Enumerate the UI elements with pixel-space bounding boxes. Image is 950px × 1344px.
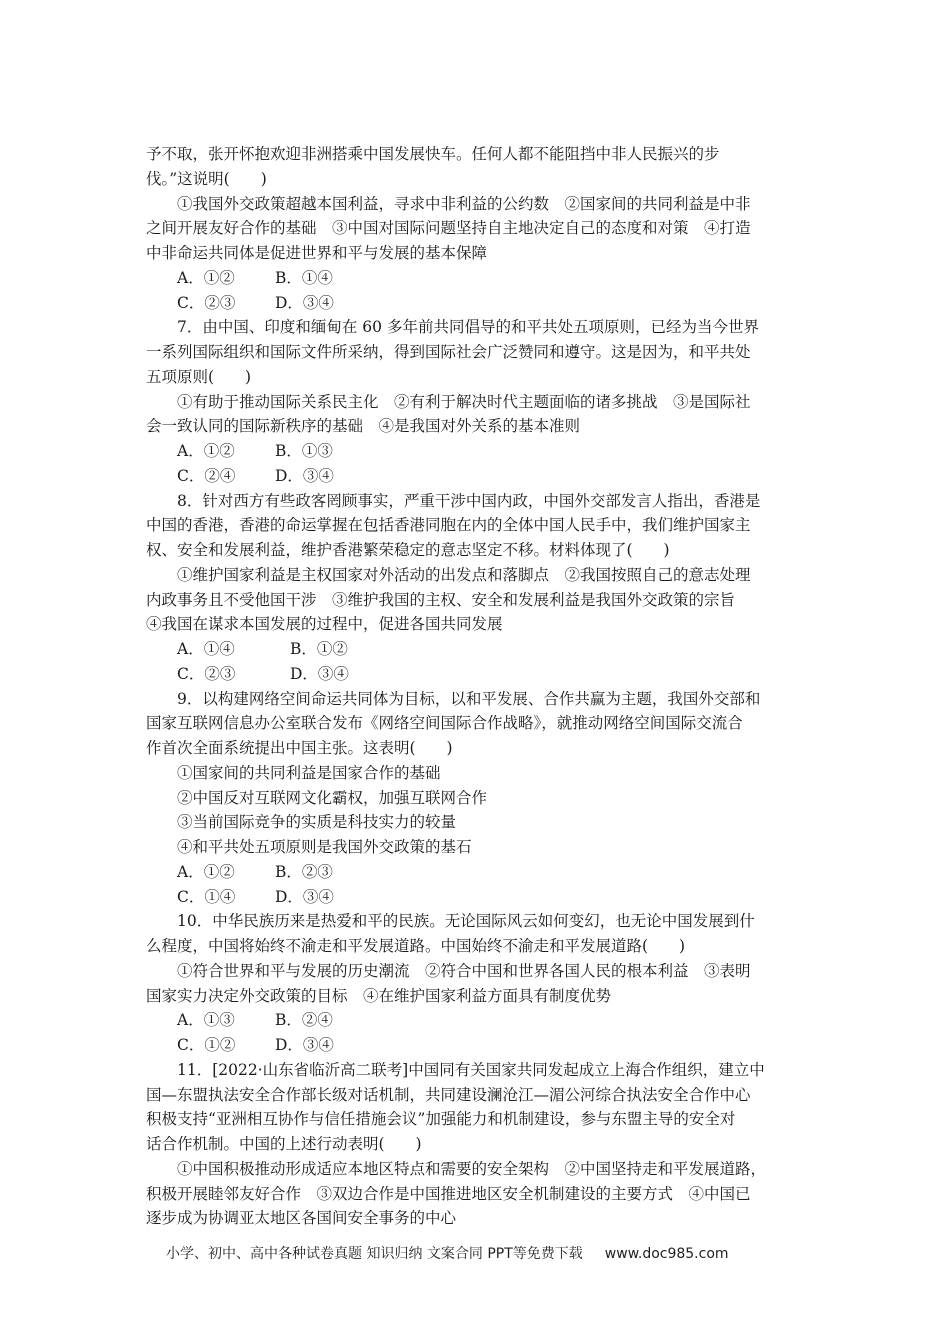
option-a: A．①④ bbox=[177, 640, 235, 658]
option-a: A．①② bbox=[177, 442, 235, 460]
statement-line: ③当前国际竞争的实质是科技实力的较量 bbox=[177, 813, 457, 832]
exam-page bbox=[146, 142, 808, 1231]
statement-line: ②中国反对互联网文化霸权，加强互联网合作 bbox=[177, 788, 488, 807]
statement-line: ①维护国家利益是主权国家对外活动的出发点和落脚点 ②我国按照自己的意志处理 bbox=[177, 565, 751, 584]
stem-line: 国—东盟执法安全合作部长级对话机制，共同建设澜沧江—湄公河综合执法安全合作中心 bbox=[146, 1085, 751, 1104]
option-a: A．①② bbox=[177, 862, 235, 881]
statement-line: ①有助于推动国际关系民主化 ②有利于解决时代主题面临的诸多挑战 ③是国际社 bbox=[177, 392, 751, 411]
stem-line: 么程度，中国将始终不渝走和平发展道路。中国始终不渝走和平发展道路( ) bbox=[146, 937, 686, 955]
option-c: C．①④ bbox=[177, 887, 236, 906]
statement-line: 国家实力决定外交政策的目标 ④在维护国家利益方面具有制度优势 bbox=[146, 986, 612, 1005]
stem-line: 予不取，张开怀抱欢迎非洲搭乘中国发展快车。任何人都不能阻挡中非人民振兴的步 bbox=[146, 145, 720, 163]
option-c: C．②③ bbox=[177, 293, 236, 312]
option-d: D．③④ bbox=[275, 887, 334, 906]
options-row bbox=[146, 885, 808, 910]
option-b: B．②③ bbox=[275, 862, 333, 881]
statement-line: ④我国在谋求本国发展的过程中，促进各国共同发展 bbox=[146, 615, 503, 634]
statement-line: 逐步成为协调亚太地区各国间安全事务的中心 bbox=[146, 1209, 457, 1228]
options-row bbox=[146, 464, 808, 489]
stem-line: 积极支持“亚洲相互协作与信任措施会议”加强能力和机制建设，参与东盟主导的安全对 bbox=[146, 1110, 736, 1129]
footer-text: 小学、初中、高中各种试卷真题 知识归纳 文案合同 PPT等免费下载 bbox=[166, 1246, 583, 1262]
options-row bbox=[146, 266, 808, 291]
option-d: D．③④ bbox=[275, 466, 334, 485]
statement-line: 之间开展友好合作的基础 ③中国对国际问题坚持自主地决定自己的态度和对策 ④打造 bbox=[146, 219, 751, 238]
statement-line: ①中国积极推动形成适应本地区特点和需要的安全架构 ②中国坚持走和平发展道路， bbox=[177, 1159, 767, 1178]
options-row bbox=[146, 439, 808, 464]
option-d: D．③④ bbox=[290, 664, 349, 683]
stem-line: 权、安全和发展利益，维护香港繁荣稳定的意志坚定不移。材料体现了( ) bbox=[146, 541, 670, 559]
question-9-stem: 9．以构建网络空间命运共同体为目标，以和平发展、合作共赢为主题，我国外交部和 bbox=[177, 689, 761, 708]
stem-line: 伐。”这说明( ) bbox=[146, 169, 267, 188]
options-row bbox=[146, 637, 808, 662]
stem-line: 五项原则( ) bbox=[146, 367, 252, 386]
stem-line: 话合作机制。中国的上述行动表明( ) bbox=[146, 1135, 422, 1153]
option-d: D．③④ bbox=[275, 1036, 334, 1054]
statement-line: ①符合世界和平与发展的历史潮流 ②符合中国和世界各国人民的根本利益 ③表明 bbox=[177, 961, 751, 980]
option-c: C．②③ bbox=[177, 664, 236, 683]
footer-url[interactable]: www.doc985.com bbox=[604, 1246, 729, 1262]
option-a: A．①② bbox=[177, 268, 235, 287]
options-row bbox=[146, 1033, 808, 1058]
options-row bbox=[146, 662, 808, 687]
option-b: B．②④ bbox=[275, 1011, 333, 1030]
question-10-stem: 10．中华民族历来是热爱和平的民族。无论国际风云如何变幻，也无论中国发展到什 bbox=[177, 912, 755, 931]
stem-line: 作首次全面系统提出中国主张。这表明( ) bbox=[146, 739, 453, 757]
statement-line: 积极开展睦邻友好合作 ③双边合作是中国推进地区安全机制建设的主要方式 ④中国已 bbox=[146, 1184, 751, 1203]
statement-line: ①我国外交政策超越本国利益，寻求中非利益的公约数 ②国家间的共同利益是中非 bbox=[177, 194, 751, 213]
statement-line: ①国家间的共同利益是国家合作的基础 bbox=[177, 763, 441, 782]
statement-line: 会一致认同的国际新秩序的基础 ④是我国对外关系的基本准则 bbox=[146, 417, 581, 436]
stem-line: 国家互联网信息办公室联合发布《网络空间国际合作战略》，就推动网络空间国际交流合 bbox=[146, 714, 743, 733]
option-b: B．①② bbox=[290, 640, 348, 658]
statement-line: ④和平共处五项原则是我国外交政策的基石 bbox=[177, 838, 472, 856]
options-row bbox=[146, 291, 808, 316]
option-b: B．①③ bbox=[275, 442, 333, 460]
options-row bbox=[146, 860, 808, 885]
statement-line: 中非命运共同体是促进世界和平与发展的基本保障 bbox=[146, 244, 488, 262]
page-footer bbox=[166, 1243, 729, 1263]
stem-line: 中国的香港，香港的命运掌握在包括香港同胞在内的全体中国人民手中，我们维护国家主 bbox=[146, 516, 751, 535]
question-8-stem: 8．针对西方有些政客罔顾事实，严重干涉中国内政，中国外交部发言人指出，香港是 bbox=[177, 491, 761, 510]
question-7-stem: 7．由中国、印度和缅甸在 60 多年前共同倡导的和平共处五项原则，已经为当今世界 bbox=[177, 318, 759, 337]
statement-line: 内政事务且不受他国干涉 ③维护我国的主权、安全和发展利益是我国外交政策的宗旨 bbox=[146, 590, 736, 609]
option-a: A．①③ bbox=[177, 1011, 235, 1030]
stem-line: 一系列国际组织和国际文件所采纳，得到国际社会广泛赞同和遵守。这是因为，和平共处 bbox=[146, 343, 751, 361]
option-d: D．③④ bbox=[275, 293, 334, 312]
options-row bbox=[146, 1008, 808, 1033]
option-b: B．①④ bbox=[275, 268, 333, 287]
option-c: C．②④ bbox=[177, 466, 236, 485]
question-11-stem: 11．[2022·山东省临沂高二联考]中国同有关国家共同发起成立上海合作组织，建立中 bbox=[177, 1060, 765, 1079]
option-c: C．①② bbox=[177, 1036, 236, 1054]
